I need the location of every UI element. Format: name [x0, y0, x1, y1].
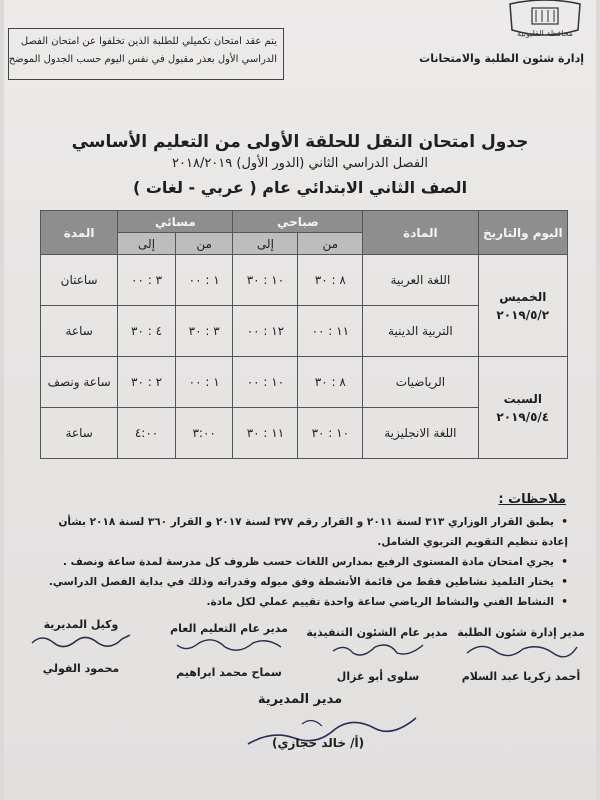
day-date: ٢٠١٩/٥/٢	[496, 307, 550, 322]
evening-to-cell: ٣ : ٠٠	[118, 255, 176, 306]
evening-from-cell: ١ : ٠٠	[175, 357, 233, 408]
signature-name: محمود الفولي	[42, 662, 120, 675]
handwritten-signature-icon	[26, 631, 136, 653]
header-subject: المادة	[363, 211, 478, 255]
morning-from-cell: ١١ : ٠٠	[298, 306, 363, 357]
header-evening: مسائي	[118, 211, 233, 233]
notes-title: ملاحظات :	[498, 492, 566, 507]
day-name: الخميس	[499, 289, 547, 304]
signature-block-student-affairs	[446, 626, 596, 683]
signature-title: وكيل المديرية	[43, 618, 119, 631]
subject-cell: اللغة العربية	[363, 255, 478, 306]
signature-title: مدير عام الشئون التنفيذية	[306, 626, 448, 639]
morning-to-cell: ١١ : ٣٠	[233, 408, 298, 459]
signature-title: مدير عام التعليم العام	[170, 622, 288, 635]
note-item-continuation: إعادة تنظيم التقويم التربوي الشامل.	[377, 536, 568, 548]
note-item: • يختار التلميذ نشاطين فقط من قائمة الأنشطة وفق ميوله وقدراته وذلك في بداية الفصل الدراسي.	[24, 572, 568, 592]
notes-list	[24, 512, 568, 612]
header-duration: المدة	[41, 211, 118, 255]
header-morning: صباحي	[233, 211, 363, 233]
exam-schedule-table	[40, 210, 568, 459]
note-item: • يطبق القرار الوزاري ٣١٣ لسنة ٢٠١١ و القرار رقم ٣٧٧ لسنة ٢٠١٧ و القرار ٣٦٠ لسنة ٢٠١٨ بشأن	[24, 512, 568, 532]
governorate-logo	[502, 0, 588, 44]
header-day: اليوم والتاريخ	[478, 211, 567, 255]
duration-cell: ساعتان	[41, 255, 118, 306]
day-cell	[478, 255, 567, 357]
morning-from-cell: ٨ : ٣٠	[298, 357, 363, 408]
grade-title: الصف الثاني الابتدائي عام ( عربي - لغات )	[132, 178, 468, 197]
main-title: جدول امتحان النقل للحلقة الأولى من التعليم الأساسي	[71, 132, 529, 152]
evening-to-cell: ٤ : ٣٠	[118, 306, 176, 357]
evening-to-cell: ٢ : ٣٠	[118, 357, 176, 408]
morning-from-cell: ٨ : ٣٠	[298, 255, 363, 306]
handwritten-signature-icon	[461, 639, 581, 661]
signature-name: أحمد زكريا عبد السلام	[461, 670, 581, 683]
notice-line-1: يتم عقد امتحان تكميلي للطلبة الذين تخلفوا عن امتحان الفصل	[20, 36, 277, 47]
evening-from-cell: ٣:٠٠	[175, 408, 233, 459]
table-row	[41, 357, 568, 408]
signature-title: مدير إدارة شئون الطلبة	[457, 626, 585, 639]
day-cell	[478, 357, 567, 459]
evening-from-cell: ١ : ٠٠	[175, 255, 233, 306]
term-title: الفصل الدراسي الثاني (الدور الأول) ٢٠١٨/٢٠١٩	[172, 156, 428, 171]
header-evening-to: إلى	[118, 233, 176, 255]
morning-to-cell: ١٠ : ٠٠	[233, 357, 298, 408]
evening-to-cell: ٤:٠٠	[118, 408, 176, 459]
header-morning-from: من	[298, 233, 363, 255]
director-name: (أ/ خالد حجازي)	[272, 736, 365, 750]
notice-line-2: الدراسي الأول بعذر مقبول في نفس اليوم حسب الجدول الموضح	[8, 54, 277, 65]
morning-to-cell: ١٠ : ٣٠	[233, 255, 298, 306]
signature-name: سلوى أبو غزال	[336, 670, 420, 683]
duration-cell: ساعة	[41, 408, 118, 459]
document-page	[4, 0, 596, 800]
day-date: ٢٠١٩/٥/٤	[496, 409, 550, 424]
subject-cell: التربية الدينية	[363, 306, 478, 357]
department-name: إدارة شئون الطلبة والامتحانات	[419, 52, 584, 65]
note-item: • يجري امتحان مادة المستوى الرفيع بمدارس اللغات حسب ظروف كل مدرسة لمدة ساعة ونصف .	[24, 552, 568, 572]
signature-name: سماح محمد ابراهيم	[176, 666, 282, 679]
emblem-icon	[502, 0, 588, 44]
director-title: مدير المديرية	[257, 692, 343, 707]
handwritten-signature-icon	[169, 635, 289, 657]
notice-box	[8, 28, 284, 80]
morning-from-cell: ١٠ : ٣٠	[298, 408, 363, 459]
handwritten-signature-icon	[323, 639, 433, 661]
header-evening-from: من	[175, 233, 233, 255]
note-item: • النشاط الفني والنشاط الرياضي ساعة واحدة تقييم عملي لكل مادة.	[24, 592, 568, 612]
subject-cell: الرياضيات	[363, 357, 478, 408]
logo-caption: محافظة القليوبية	[517, 29, 573, 38]
header-morning-to: إلى	[233, 233, 298, 255]
duration-cell: ساعة ونصف	[41, 357, 118, 408]
day-name: السبت	[503, 391, 542, 406]
subject-cell: اللغة الانجليزية	[363, 408, 478, 459]
morning-to-cell: ١٢ : ٠٠	[233, 306, 298, 357]
duration-cell: ساعة	[41, 306, 118, 357]
table-row	[41, 255, 568, 306]
evening-from-cell: ٣ : ٣٠	[175, 306, 233, 357]
signature-block-general-education	[154, 622, 304, 679]
signature-block-deputy	[16, 618, 146, 675]
signature-block-executive-affairs	[306, 626, 448, 683]
